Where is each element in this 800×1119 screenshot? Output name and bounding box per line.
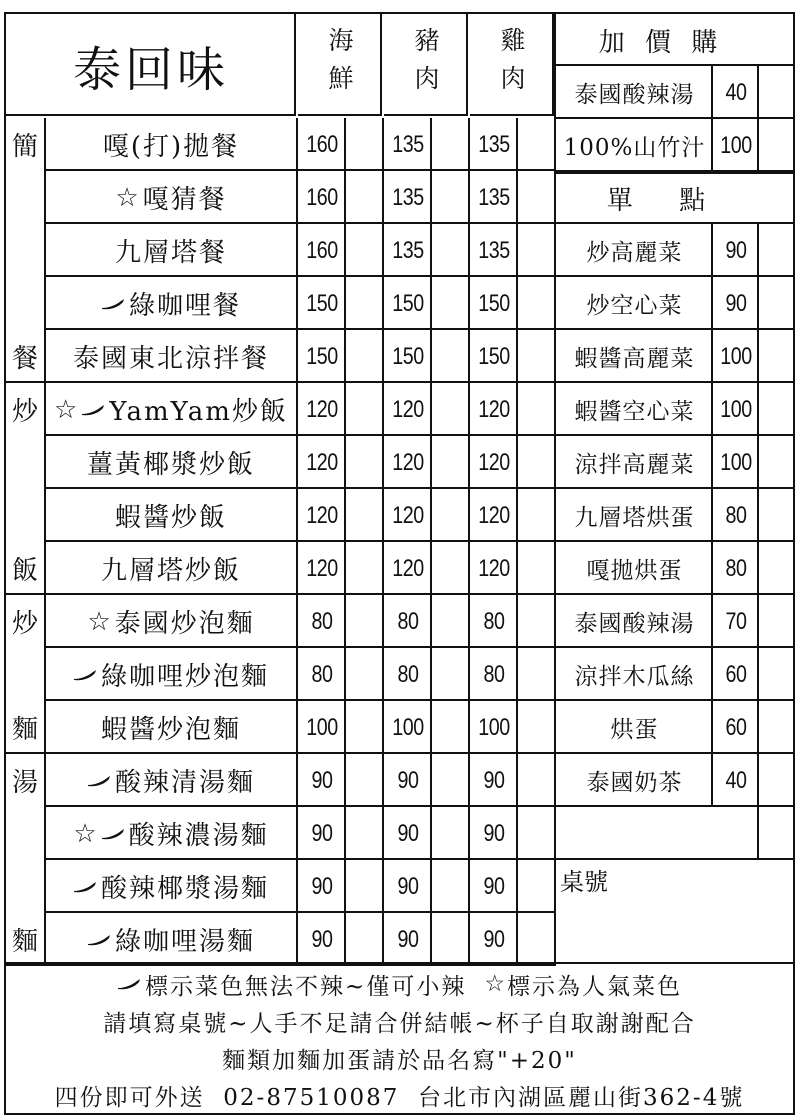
star-icon: ☆ [115,182,141,213]
price-chicken: 90 [483,819,505,847]
chili-pepper-icon [81,404,105,416]
item-name [44,860,298,913]
footer-line-2: 請填寫桌號~人手不足請合併結帳~杯子自取謝謝配合 [103,1010,696,1037]
item-name-text: 綠咖哩炒泡麵 [100,662,269,692]
item-name-text: 蝦醬炒泡麵 [100,715,241,745]
section-label-top: 炒 [11,397,38,427]
qty-chicken-cell[interactable] [518,542,556,595]
qty-pork-cell[interactable] [432,701,470,754]
qty-chicken-cell[interactable] [518,913,556,966]
empty-row-cell[interactable] [556,807,759,858]
price-chicken: 135 [478,130,510,158]
qty-pork-cell[interactable] [432,224,470,277]
qty-seafood-cell[interactable] [346,542,384,595]
item-name [44,754,298,807]
price-chicken: 150 [478,342,510,370]
price-chicken: 80 [483,660,505,688]
qty-pork-cell[interactable] [432,383,470,436]
section-label-bottom: 飯 [11,556,38,586]
side-item-qty-cell[interactable] [759,754,793,807]
item-name-text: 綠咖哩餐 [128,291,241,321]
item-name [44,436,298,489]
side-item-name: 烘蛋 [610,717,659,743]
side-item-name: 炒空心菜 [586,293,683,319]
price-seafood: 120 [306,448,338,476]
item-name-text: 蝦醬炒飯 [114,503,227,533]
item-name [44,330,298,383]
chili-pepper-icon [73,669,97,681]
restaurant-title: 泰回味 [72,41,229,98]
item-name-text: YamYam炒飯 [109,397,288,427]
qty-seafood-cell[interactable] [346,118,384,171]
qty-chicken-cell[interactable] [518,330,556,383]
item-name-text: 綠咖哩湯麵 [114,927,255,957]
side-item-qty-cell[interactable] [759,489,793,542]
side-item-price: 90 [725,289,747,317]
qty-pork-cell[interactable] [432,277,470,330]
side-item-qty-cell[interactable] [759,383,793,436]
section-label-top: 炒 [11,609,38,639]
qty-chicken-cell[interactable] [518,701,556,754]
side-item-name: 泰國酸辣湯 [574,82,695,108]
item-name-text: 九層塔炒飯 [100,556,241,586]
price-seafood: 120 [306,501,338,529]
item-name-text: 薑黃椰漿炒飯 [86,450,255,480]
side-item-qty-cell[interactable] [759,277,793,330]
qty-seafood-cell[interactable] [346,701,384,754]
column-divider [554,14,556,964]
price-pork: 90 [397,766,419,794]
side-item-qty-cell[interactable] [759,701,793,754]
item-name [44,542,298,595]
price-pork: 135 [392,183,424,211]
qty-seafood-cell[interactable] [346,860,384,913]
footer-pepper-note: 標示菜色無法不辣~僅可小辣 [145,973,467,1000]
price-pork: 135 [392,130,424,158]
header-pork [386,22,468,98]
section-label-bottom: 麵 [11,927,38,957]
section-label-top: 簡 [11,132,38,162]
price-seafood: 120 [306,395,338,423]
side-item-qty-cell[interactable] [759,595,793,648]
qty-seafood-cell[interactable] [346,913,384,966]
item-name-text: 九層塔餐 [114,238,227,268]
price-pork: 120 [392,554,424,582]
qty-seafood-cell[interactable] [346,754,384,807]
side-item-name: 九層塔烘蛋 [574,505,695,531]
side-item-price: 100 [720,131,752,159]
price-pork: 80 [397,660,419,688]
qty-pork-cell[interactable] [432,118,470,171]
side-item-name: 嘎拋烘蛋 [586,558,683,584]
price-pork: 120 [392,395,424,423]
side-item-name: 涼拌高麗菜 [574,452,695,478]
side-item-price: 80 [725,501,747,529]
header-seafood [300,22,382,98]
qty-seafood-cell[interactable] [346,330,384,383]
footer-line-3: 麵類加麵加蛋請於品名寫"+20" [222,1047,577,1074]
side-item-name: 炒高麗菜 [586,240,683,266]
side-item-price: 90 [725,236,747,264]
qty-chicken-cell[interactable] [518,807,556,860]
side-item-qty-cell[interactable] [759,66,793,119]
qty-chicken-cell[interactable] [518,436,556,489]
price-seafood: 80 [311,660,333,688]
side-item-name: 100%山竹汁 [563,135,706,161]
side-item-qty-cell[interactable] [759,542,793,595]
footer-star-note: 標示為人氣菜色 [506,973,682,1000]
price-chicken: 150 [478,289,510,317]
price-pork: 150 [392,342,424,370]
price-pork: 100 [392,713,424,741]
chili-pepper-icon [101,298,125,310]
price-pork: 120 [392,448,424,476]
price-pork: 135 [392,236,424,264]
qty-chicken-cell[interactable] [518,383,556,436]
price-chicken: 135 [478,236,510,264]
price-pork: 90 [397,925,419,953]
qty-chicken-cell[interactable] [518,754,556,807]
price-chicken: 80 [483,607,505,635]
price-seafood: 90 [311,766,333,794]
qty-chicken-cell[interactable] [518,860,556,913]
side-item-name: 泰國奶茶 [586,770,683,796]
side-item-price: 40 [725,766,747,794]
star-icon: ☆ [484,971,507,997]
price-seafood: 100 [306,713,338,741]
item-name-text: 嘎(打)拋餐 [102,132,240,162]
price-pork: 150 [392,289,424,317]
item-name [44,807,298,860]
qty-seafood-cell[interactable] [346,807,384,860]
price-pork: 120 [392,501,424,529]
footer-divider [6,962,793,964]
item-name-text: 酸辣濃湯麵 [128,821,269,851]
price-seafood: 90 [311,925,333,953]
footer-line-1 [6,966,793,1002]
price-seafood: 160 [306,183,338,211]
item-name-text: 嘎猜餐 [142,185,227,215]
qty-seafood-cell[interactable] [346,648,384,701]
header-pork-text: 豬肉 [414,26,440,93]
footer-line-4: 四份即可外送 02-87510087 台北市內湖區麗山街362-4號 [54,1084,745,1111]
price-pork: 90 [397,872,419,900]
item-name-text: 泰國炒泡麵 [114,609,255,639]
price-chicken: 120 [478,395,510,423]
qty-seafood-cell[interactable] [346,436,384,489]
price-pork: 90 [397,819,419,847]
item-name [44,277,298,330]
side-item-qty-cell[interactable] [759,119,793,172]
price-seafood: 80 [311,607,333,635]
header-seafood-text: 海鮮 [328,26,354,93]
qty-pork-cell[interactable] [432,436,470,489]
side-item-price: 100 [720,395,752,423]
side-item-price: 70 [725,607,747,635]
chili-pepper-icon [87,934,111,946]
item-name [44,913,298,966]
price-chicken: 90 [483,766,505,794]
qty-chicken-cell[interactable] [518,118,556,171]
qty-seafood-cell[interactable] [346,277,384,330]
item-name [44,383,298,436]
qty-pork-cell[interactable] [432,860,470,913]
section-label-bottom: 麵 [11,715,38,745]
qty-seafood-cell[interactable] [346,224,384,277]
addon-header: 加 價 購 [598,27,724,58]
chili-pepper-icon [101,828,125,840]
side-item-price: 60 [725,660,747,688]
qty-pork-cell[interactable] [432,489,470,542]
star-icon: ☆ [54,394,80,425]
price-seafood: 160 [306,130,338,158]
price-seafood: 90 [311,872,333,900]
price-chicken: 100 [478,713,510,741]
price-chicken: 135 [478,183,510,211]
item-name [44,595,298,648]
side-item-name: 蝦醬高麗菜 [574,346,695,372]
qty-pork-cell[interactable] [432,807,470,860]
qty-pork-cell[interactable] [432,542,470,595]
price-chicken: 120 [478,554,510,582]
qty-seafood-cell[interactable] [346,489,384,542]
side-item-name: 泰國酸辣湯 [574,611,695,637]
table-number-label: 桌號 [560,868,608,896]
side-item-name: 蝦醬空心菜 [574,399,695,425]
side-item-price: 40 [725,78,747,106]
qty-chicken-cell[interactable] [518,277,556,330]
item-name [44,224,298,277]
header-chicken [472,22,554,98]
item-name [44,171,298,224]
item-name [44,489,298,542]
single-header: 單 點 [606,185,716,216]
item-name [44,701,298,754]
price-seafood: 160 [306,236,338,264]
price-chicken: 120 [478,501,510,529]
price-seafood: 150 [306,342,338,370]
side-item-qty-cell[interactable] [759,224,793,277]
price-seafood: 90 [311,819,333,847]
side-item-name: 涼拌木瓜絲 [574,664,695,690]
price-pork: 80 [397,607,419,635]
side-item-price: 100 [720,448,752,476]
side-item-price: 100 [720,342,752,370]
price-chicken: 120 [478,448,510,476]
qty-chicken-cell[interactable] [518,224,556,277]
item-name-text: 泰國東北涼拌餐 [72,344,269,374]
section-label-bottom: 餐 [11,344,38,374]
qty-pork-cell[interactable] [432,171,470,224]
section-label-top: 湯 [11,768,38,798]
qty-seafood-cell[interactable] [346,595,384,648]
qty-pork-cell[interactable] [432,648,470,701]
item-name-text: 酸辣椰漿湯麵 [100,874,269,904]
side-item-qty-cell[interactable] [759,648,793,701]
qty-pork-cell[interactable] [432,754,470,807]
price-chicken: 90 [483,872,505,900]
star-icon: ☆ [87,606,113,637]
qty-chicken-cell[interactable] [518,171,556,224]
item-name [44,118,298,171]
qty-pork-cell[interactable] [432,913,470,966]
header-chicken-text: 雞肉 [500,26,526,93]
qty-chicken-cell[interactable] [518,648,556,701]
side-item-price: 60 [725,713,747,741]
price-chicken: 90 [483,925,505,953]
qty-seafood-cell[interactable] [346,383,384,436]
qty-chicken-cell[interactable] [518,489,556,542]
qty-pork-cell[interactable] [432,595,470,648]
star-icon: ☆ [73,818,99,849]
qty-seafood-cell[interactable] [346,171,384,224]
qty-pork-cell[interactable] [432,330,470,383]
chili-pepper-icon [117,978,141,990]
item-name-text: 酸辣清湯麵 [114,768,255,798]
chili-pepper-icon [87,775,111,787]
qty-chicken-cell[interactable] [518,595,556,648]
item-name [44,648,298,701]
side-item-qty-cell[interactable] [759,330,793,383]
price-seafood: 150 [306,289,338,317]
price-seafood: 120 [306,554,338,582]
side-item-price: 80 [725,554,747,582]
chili-pepper-icon [73,881,97,893]
side-item-qty-cell[interactable] [759,436,793,489]
